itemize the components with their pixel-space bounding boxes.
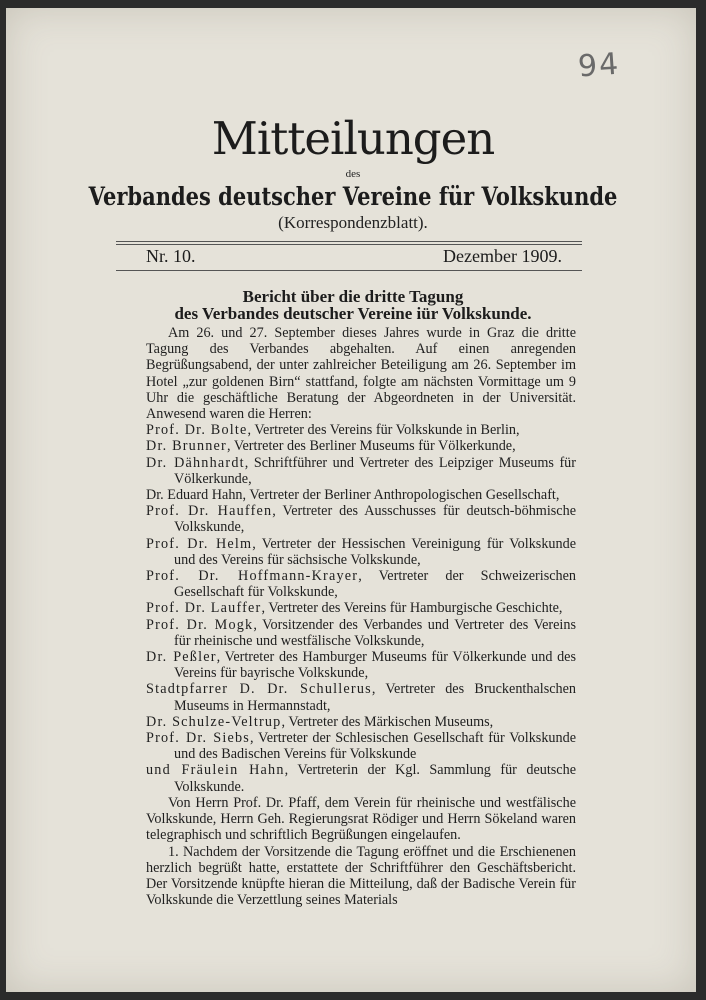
masthead-subsubtitle: (Korrespondenzblatt). (278, 213, 428, 232)
article-headline-line2: des Verbandes deutscher Vereine iür Volkskunde. (174, 304, 532, 323)
paragraph-greetings: Von Herrn Prof. Dr. Pfaff, dem Verein für rheinische und westfälische Volkskunde, Herrn Geh. Regierungsrat Rödiger und Herrn Sökeland waren telegraphisch und schriftlich Begrüßungen eingelaufen. (146, 794, 576, 844)
masthead-subtitle: Verbandes deutscher Vereine für Volkskunde (88, 182, 618, 211)
masthead-rule-top (116, 241, 582, 242)
intro-paragraph: Am 26. und 27. September dieses Jahres wurde in Graz die dritte Tagung des Verbandes abgehalten. Auf einen anregenden Begrüßungsabend, der unter zahlreicher Beteiligung am 26. September im Hotel „zur goldenen Birn“ stattfand, folgte am nächsten Vormittage um 9 Uhr die geschäftliche Beratung der Abgeordneten in der Universität. Anwesend waren die Herren: (146, 325, 576, 423)
attendee-entry: Prof. Dr. Lauffer, Vertreter des Vereins für Hamburgische Geschichte, (146, 600, 563, 617)
attendee-entry: Prof. Dr. Hoffmann-Krayer, Vertreter der Schweizerischen Gesellschaft für Volkskunde, (146, 568, 577, 601)
masthead-rule-top-2 (116, 244, 582, 245)
attendee-entry: Dr. Dähnhardt, Schriftführer und Vertreter des Leipziger Museums für Völkerkunde, (146, 454, 577, 487)
attendee-entry: Dr. Schulze-Veltrup, Vertreter des Märkischen Museums, (146, 713, 494, 730)
attendee-entry: Prof. Dr. Mogk, Vorsitzender des Verbandes und Vertreter des Vereins für rheinische und westfälische Volkskunde, (146, 616, 576, 649)
article-headline-line1: Bericht über die dritte Tagung (242, 287, 464, 306)
masthead-rule-bottom (116, 270, 582, 271)
issue-number: Nr. 10. (146, 246, 196, 266)
attendee-entry: und Fräulein Hahn, Vertreterin der Kgl. Sammlung für deutsche Volkskunde. (146, 762, 576, 795)
attendee-entry: Prof. Dr. Siebs, Vertreter der Schlesischen Gesellschaft für Volkskunde und des Badischen Vereins für Volkskunde (146, 730, 576, 763)
article-body (146, 325, 576, 908)
paragraph-business-report: 1. Nachdem der Vorsitzende die Tagung eröffnet und die Erschienenen herzlich begrüßt hatte, erstattete der Schriftführer den Geschäftsbericht. Der Vorsitzende knüpfte hieran die Mitteilung, daß der Badische Verein für Volkskunde die Verzettlung seines Materials (146, 843, 576, 909)
attendee-entry: Stadtpfarrer D. Dr. Schullerus, Vertreter des Bruckenthalschen Museums in Hermannstadt, (146, 681, 576, 714)
attendee-entry: Dr. Brunner, Vertreter des Berliner Museums für Völkerkunde, (146, 438, 516, 455)
issue-date: Dezember 1909. (443, 246, 562, 266)
attendee-entry: Dr. Eduard Hahn, Vertreter der Berliner Anthropologischen Gesellschaft, (146, 487, 560, 504)
attendee-entry: Dr. Peßler, Vertreter des Hamburger Museums für Völkerkunde und des Vereins für bayrische Volkskunde, (146, 649, 577, 682)
handwritten-page-number: 94 (576, 46, 622, 85)
masthead-des: des (345, 168, 361, 180)
attendee-entry: Prof. Dr. Hauffen, Vertreter des Ausschusses für deutsch-böhmische Volkskunde, (146, 503, 576, 536)
masthead-title: Mitteilungen (211, 112, 495, 165)
attendee-entry: Prof. Dr. Helm, Vertreter der Hessischen Vereinigung für Volkskunde und des Vereins für sächsische Volkskunde, (146, 535, 576, 568)
attendee-entry: Prof. Dr. Bolte, Vertreter des Vereins für Volkskunde in Berlin, (146, 422, 520, 439)
